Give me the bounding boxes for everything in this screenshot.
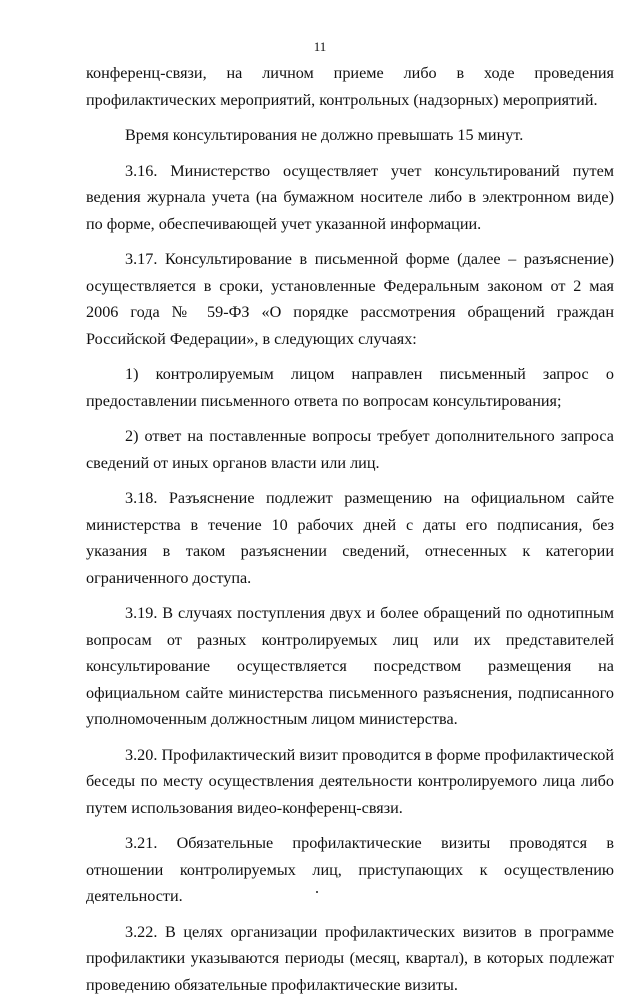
paragraph-3-20: 3.20. Профилактический визит проводится в форме профилактической беседы по месту осуществления деятельности контролируемого лица либо путем использования видео-конференц-связи.: [86, 742, 614, 822]
paragraph-case-1: 1) контролируемым лицом направлен письменный запрос о предоставлении письменного ответа по вопросам консультирования;: [86, 361, 614, 414]
paragraph-3-16: 3.16. Министерство осуществляет учет консультирований путем ведения журнала учета (на бумажном носителе либо в электронном виде) по форме, обеспечивающей учет указанной информации.: [86, 158, 614, 238]
scan-speck: [316, 891, 318, 893]
page-number: 11: [0, 40, 640, 54]
paragraph-3-21: 3.21. Обязательные профилактические визиты проводятся в отношении контролируемых лиц, приступающих к осуществлению деятельности.: [86, 830, 614, 910]
paragraph-3-18: 3.18. Разъяснение подлежит размещению на официальном сайте министерства в течение 10 рабочих дней с даты его подписания, без указания в таком разъяснении сведений, отнесенных к категории ограниченного доступа.: [86, 485, 614, 591]
paragraph-continuation: конференц-связи, на личном приеме либо в ходе проведения профилактических мероприятий, контрольных (надзорных) мероприятий.: [86, 60, 614, 113]
document-body: [86, 60, 614, 998]
paragraph-case-2: 2) ответ на поставленные вопросы требует дополнительного запроса сведений от иных органов власти или лиц.: [86, 423, 614, 476]
paragraph-3-19: 3.19. В случаях поступления двух и более обращений по однотипным вопросам от разных контролируемых лиц или их представителей консультирование осуществляется посредством размещения на официальном сайте министерства письменного разъяснения, подписанного уполномоченным должностным лицом министерства.: [86, 600, 614, 733]
paragraph-3-17: 3.17. Консультирование в письменной форме (далее – разъяснение) осуществляется в сроки, установленные Федеральным законом от 2 мая 2006 года № 59-ФЗ «О порядке рассмотрения обращений граждан Российской Федерации», в следующих случаях:: [86, 246, 614, 352]
paragraph-consultation-time: Время консультирования не должно превышать 15 минут.: [86, 122, 614, 149]
paragraph-3-22: 3.22. В целях организации профилактических визитов в программе профилактики указываются периоды (месяц, квартал), в которых подлежат проведению обязательные профилактические визиты.: [86, 919, 614, 998]
